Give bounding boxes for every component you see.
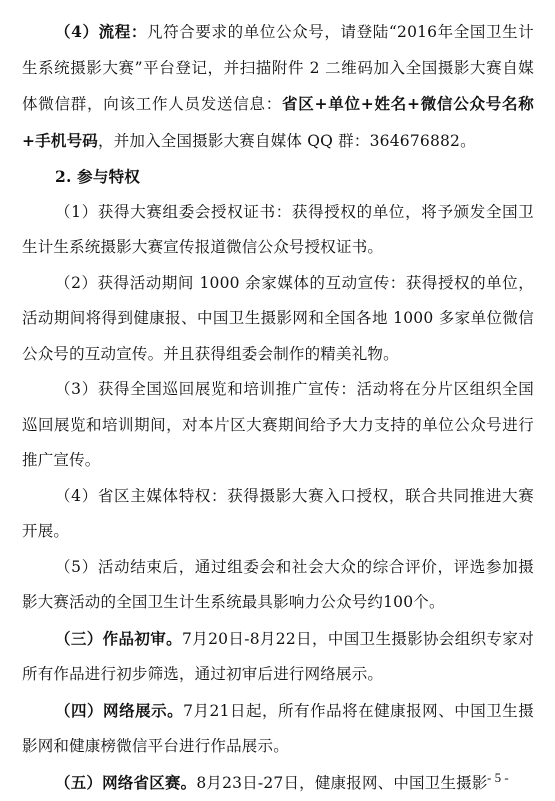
- paragraph-privilege-1: （1）获得大赛组委会授权证书：获得授权的单位，将予颁发全国卫生计生系统摄影大赛宣传报道微信公众号授权证书。: [22, 202, 534, 256]
- document-body: [22, 14, 534, 801]
- paragraph-initial-review: [22, 621, 534, 693]
- paragraph-tail: ，并加入全国摄影大赛自媒体 QQ 群：364676882。: [98, 131, 476, 150]
- section-heading: 2. 参与特权: [55, 167, 140, 186]
- paragraph-privilege-2: （2）获得活动期间 1000 余家媒体的互动宣传：获得授权的单位，活动期间将得到健康报、中国卫生摄影网和全国各地 1000 多家单位微信公众号的互动宣传。并且获得组委会制作的精美礼物。: [22, 273, 534, 363]
- paragraph-provincial-contest: [22, 765, 534, 801]
- paragraph-lead: （四）网络展示。: [55, 700, 184, 720]
- paragraph-text: 凡符合要求的单位公众号，请登陆“2016年全国卫生计生系统摄影大赛”平台登记，并扫描附件 2 二维码加入全国摄影大赛自媒体微信群，向该工作人员发送信息：: [22, 23, 534, 113]
- paragraph-lead: （三）作品初审。: [55, 628, 182, 648]
- paragraph-text: 7月20日-8月22日，中国卫生摄影协会组织专家对所有作品进行初步筛选，通过初审后进行网络展示。: [22, 629, 534, 683]
- paragraph-privilege-4: （4）省区主媒体特权：获得摄影大赛入口授权，联合共同推进大赛开展。: [22, 486, 534, 540]
- paragraph-text: 8月23日-27日，健康报网、中国卫生摄影: [196, 773, 488, 792]
- paragraph-lead: （4）流程：: [55, 22, 148, 41]
- paragraph-online-display: [22, 693, 534, 765]
- paragraph-emphasis: 省区+单位+姓名+微信公众号名称+手机号码: [22, 94, 534, 150]
- paragraph-process: [22, 14, 534, 159]
- paragraph-lead: （五）网络省区赛。: [55, 772, 197, 792]
- paragraph-privilege-3: （3）获得全国巡回展览和培训推广宣传：活动将在分片区组织全国巡回展览和培训期间，对本片区大赛期间给予大力支持的单位公众号进行推广宣传。: [22, 380, 534, 469]
- paragraph-privilege-5: （5）活动结束后，通过组委会和社会大众的综合评价，评选参加摄影大赛活动的全国卫生计生系统最具影响力公众号约100个。: [22, 557, 534, 611]
- paragraph-text: 7月21日起，所有作品将在健康报网、中国卫生摄影网和健康榜微信平台进行作品展示。: [22, 701, 534, 755]
- page-number: - 5 -: [487, 770, 509, 785]
